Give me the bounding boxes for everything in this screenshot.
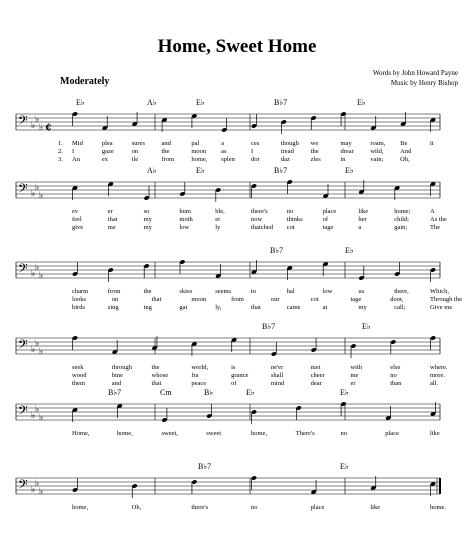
lyric-syllable: feel <box>72 216 82 223</box>
lyric-syllable: zles <box>310 156 321 163</box>
lyric-syllable: now <box>251 216 263 223</box>
lyric-syllable: met <box>310 364 321 371</box>
lyric-syllable: all. <box>430 380 439 387</box>
lyric-syllable: er <box>107 208 113 215</box>
flat-icon: ♭ <box>35 339 40 349</box>
chord-symbol: A♭ <box>147 98 157 107</box>
lyric-syllable: from <box>161 156 175 163</box>
bass-clef-icon: 𝄢 <box>18 113 28 131</box>
chord-symbol: E♭ <box>357 98 366 107</box>
note-icon <box>72 111 78 126</box>
lyric-syllable: er <box>215 216 221 223</box>
note-icon <box>179 182 185 197</box>
lyric-syllable: moon <box>191 148 207 155</box>
lyric-syllable: no <box>286 208 294 215</box>
verse-number: 1. <box>58 140 63 147</box>
lyric-syllable: we <box>310 140 319 147</box>
chord-symbol: E♭ <box>340 388 349 397</box>
flat-icon: ♭ <box>39 487 44 497</box>
bass-clef-icon: 𝄢 <box>18 337 28 355</box>
lyric-syllable: sweet, <box>161 430 178 437</box>
music-credit: Music by Henry Bishop <box>390 79 458 87</box>
lyric-syllable: my <box>143 216 152 223</box>
lyric-syllable: home, <box>191 156 208 163</box>
lyric-syllable: shall <box>270 372 284 379</box>
chord-symbol: E♭ <box>196 98 205 107</box>
lyric-syllable: wild, <box>370 148 384 155</box>
flat-icon: ♭ <box>39 191 44 201</box>
lyric-syllable: gain; <box>394 224 408 231</box>
bass-clef-icon: 𝄢 <box>18 181 28 199</box>
lyric-syllable: that <box>251 304 261 311</box>
lyric-syllable: ne'er <box>270 364 284 371</box>
lyric-syllable: and <box>111 380 122 387</box>
lyric-syllable: may <box>340 140 352 147</box>
note-icon <box>179 259 185 274</box>
lyric-syllable: ile <box>131 156 139 163</box>
lyric-syllable: me <box>107 224 116 231</box>
note-icon <box>221 118 227 133</box>
note-icon <box>251 114 257 129</box>
lyric-syllable: us <box>358 288 365 295</box>
lyric-syllable: A <box>430 208 435 215</box>
lyric-syllable: home. <box>430 504 447 511</box>
lyric-syllable: that <box>151 380 162 387</box>
lyric-syllable: drear <box>340 148 354 155</box>
chord-symbol: B♭7 <box>274 166 288 175</box>
note-icon <box>161 408 167 423</box>
lyric-syllable: tage <box>350 296 362 303</box>
lyric-syllable: so <box>143 208 150 215</box>
lyric-syllable: else <box>390 364 401 371</box>
lyric-syllable: plea <box>101 140 113 147</box>
note-icon <box>251 475 257 490</box>
note-icon <box>281 119 287 134</box>
lyric-syllable: The <box>430 224 441 231</box>
lyric-syllable: child; <box>394 216 409 223</box>
lyric-syllable: them <box>72 380 85 387</box>
note-icon <box>340 401 346 416</box>
lyric-syllable: low <box>322 288 333 295</box>
lyric-syllable: Home, <box>72 430 90 437</box>
lyric-syllable: And <box>400 148 412 155</box>
lyric-syllable: place <box>310 504 325 511</box>
staff-system <box>0 166 474 246</box>
lyric-syllable: Oh, <box>400 156 410 163</box>
chord-symbol: E♭ <box>362 322 371 331</box>
lyric-syllable: place <box>385 430 399 437</box>
lyric-syllable: pal <box>191 140 200 147</box>
chord-symbol: E♭ <box>345 246 354 255</box>
lyric-syllable: ing <box>143 304 152 311</box>
lyric-syllable: looks <box>72 296 87 303</box>
note-icon <box>72 262 78 277</box>
lyric-syllable: gai <box>179 304 188 311</box>
lyric-syllable: that <box>151 296 162 303</box>
chord-symbol: E♭ <box>345 166 354 175</box>
lyric-syllable: from <box>107 288 121 295</box>
lyric-syllable: wood <box>72 372 87 379</box>
note-icon <box>72 478 78 493</box>
lyric-syllable: gaze <box>101 148 114 155</box>
bass-clef-icon: 𝄢 <box>18 261 28 279</box>
lyric-syllable: there's <box>191 504 209 511</box>
lyric-syllable: tread <box>280 148 294 155</box>
chord-symbol: E♭ <box>246 388 255 397</box>
lyric-syllable: Through the <box>430 296 462 303</box>
lyric-syllable: no <box>251 504 258 511</box>
lyric-syllable: charm <box>72 288 89 295</box>
lyric-syllable: Mid <box>72 140 83 147</box>
lyric-syllable: er <box>350 380 356 387</box>
lyric-syllable: vain; <box>370 156 384 163</box>
words-credit: Words by John Howard Payne <box>373 69 458 77</box>
lyric-syllable: Give me <box>430 304 453 311</box>
lyric-syllable: grance <box>231 372 249 379</box>
lyric-syllable: tage <box>322 224 334 231</box>
lyric-syllable: hum <box>179 208 191 215</box>
lyric-syllable: came <box>286 304 301 311</box>
note-icon <box>394 262 400 277</box>
lyric-syllable: give <box>72 224 84 231</box>
note-icon <box>144 186 150 201</box>
lyric-syllable: like <box>358 208 369 215</box>
flat-icon: ♭ <box>31 189 36 199</box>
lyric-syllable: though <box>280 140 299 147</box>
flat-icon: ♭ <box>31 269 36 279</box>
lyric-syllable: like <box>370 504 381 511</box>
lyric-syllable: home, <box>251 430 268 437</box>
note-icon <box>251 409 257 424</box>
lyric-syllable: whose <box>151 372 169 379</box>
note-icon <box>72 335 78 350</box>
flat-icon: ♭ <box>39 347 44 357</box>
lyric-syllable: there, <box>394 288 409 295</box>
credits <box>373 68 458 88</box>
chord-symbol: E♭ <box>76 98 85 107</box>
note-icon <box>350 343 356 358</box>
lyric-syllable: skies <box>179 288 193 295</box>
chord-symbol: B♭7 <box>198 462 212 471</box>
chord-symbol: B♭ <box>204 388 214 397</box>
lyric-syllable: sures <box>131 140 146 147</box>
note-icon <box>358 266 364 281</box>
lyric-syllable: fra <box>191 372 199 379</box>
note-icon <box>271 342 277 357</box>
lyric-syllable: ly, <box>215 304 222 311</box>
lyric-syllable: cot <box>286 224 295 231</box>
lyric-syllable: home; <box>394 208 411 215</box>
flat-icon: ♭ <box>39 271 44 281</box>
lyric-syllable: home, <box>116 430 133 437</box>
chord-symbol: B♭7 <box>108 388 122 397</box>
lyric-syllable: door, <box>390 296 404 303</box>
lyric-syllable: a <box>221 140 225 147</box>
flat-icon: ♭ <box>39 413 44 423</box>
lyric-syllable: moth <box>179 216 193 223</box>
lyric-syllable: of <box>231 380 237 387</box>
verse-number: 2. <box>58 148 63 155</box>
lyric-syllable: a <box>358 224 362 231</box>
lyric-syllable: and <box>161 140 171 147</box>
note-icon <box>108 267 114 282</box>
time-signature-icon: ¢ <box>45 122 52 133</box>
flat-icon: ♭ <box>31 345 36 355</box>
lyric-syllable: seek <box>72 364 84 371</box>
lyric-syllable: There's <box>295 430 315 437</box>
flat-icon: ♭ <box>31 121 36 131</box>
lyric-syllable: moon <box>191 296 207 303</box>
lyric-syllable: the <box>143 288 152 295</box>
lyric-syllable: no <box>340 430 347 437</box>
lyric-syllable: splen <box>221 156 235 163</box>
lyric-syllable: place <box>322 208 337 215</box>
lyric-syllable: I <box>72 148 75 155</box>
lyric-syllable: the <box>161 148 170 155</box>
lyric-syllable: of <box>322 216 329 223</box>
flat-icon: ♭ <box>35 479 40 489</box>
lyric-syllable: on <box>111 296 119 303</box>
lyric-syllable: where. <box>430 364 448 371</box>
note-icon <box>340 111 346 126</box>
lyric-syllable: peace <box>191 380 207 387</box>
lyric-syllable: seems <box>215 288 232 295</box>
lyric-syllable: An <box>72 156 80 163</box>
lyric-syllable: As the <box>430 216 447 223</box>
lyric-syllable: that <box>107 216 118 223</box>
lyric-syllable: birds <box>72 304 85 311</box>
tempo-marking: Moderately <box>60 76 110 87</box>
chord-symbol: B♭7 <box>270 246 284 255</box>
lyric-syllable: cheer <box>310 372 325 379</box>
flat-icon: ♭ <box>39 123 44 133</box>
note-icon <box>430 267 436 282</box>
flat-icon: ♭ <box>35 263 40 273</box>
flat-icon: ♭ <box>35 183 40 193</box>
song-title: Home, Sweet Home <box>157 36 317 57</box>
chord-symbol: B♭7 <box>262 322 276 331</box>
chord-symbol: A♭ <box>147 166 157 175</box>
note-icon <box>390 339 396 354</box>
lyric-syllable: home, <box>72 504 89 511</box>
lyric-syllable: ex <box>101 156 108 163</box>
lyric-syllable: mind <box>270 380 285 387</box>
lyric-syllable: my <box>143 224 152 231</box>
lyric-syllable: Be <box>400 140 408 147</box>
note-icon <box>215 187 221 202</box>
lyric-syllable: from <box>231 296 244 303</box>
lyric-syllable: than <box>390 380 402 387</box>
lyric-syllable: ev <box>72 208 79 215</box>
lyric-syllable: daz <box>280 156 290 163</box>
lyric-syllable: I <box>251 148 254 155</box>
note-icon <box>144 263 150 278</box>
lyric-syllable: Which, <box>430 288 449 295</box>
lyric-syllable: Oh, <box>131 504 142 511</box>
lyric-syllable: with <box>350 364 362 371</box>
chord-symbol: B♭7 <box>274 98 288 107</box>
lyric-syllable: thinks <box>286 216 303 223</box>
lyric-syllable: ces <box>251 140 260 147</box>
staff-system <box>0 462 474 542</box>
lyric-syllable: dor <box>251 156 260 163</box>
bass-clef-icon: 𝄢 <box>18 477 28 495</box>
lyric-syllable: at <box>322 304 328 311</box>
lyric-syllable: ble, <box>215 208 225 215</box>
lyric-syllable: it <box>430 140 434 147</box>
flat-icon: ♭ <box>35 405 40 415</box>
lyric-syllable: in <box>340 156 346 163</box>
note-icon <box>251 183 257 198</box>
lyric-syllable: thatched <box>251 224 274 231</box>
lyric-syllable: through <box>111 364 132 371</box>
lyric-syllable: on <box>131 148 139 155</box>
verse-number: 3. <box>58 156 63 163</box>
lyric-syllable: no <box>390 372 397 379</box>
chord-symbol: E♭ <box>340 462 349 471</box>
lyric-syllable: me <box>350 372 359 379</box>
lyric-syllable: bine <box>111 372 123 379</box>
note-icon <box>191 479 197 494</box>
staff-system <box>0 246 474 326</box>
staff-system <box>0 388 474 468</box>
lyric-syllable: sweet <box>206 430 222 437</box>
flat-icon: ♭ <box>31 411 36 421</box>
chord-symbol: E♭ <box>196 166 205 175</box>
note-icon <box>311 115 317 130</box>
lyric-syllable: like <box>430 430 440 437</box>
lyric-syllable: the <box>310 148 319 155</box>
lyric-syllable: more. <box>430 372 445 379</box>
note-icon <box>132 483 138 498</box>
note-icon <box>311 338 317 353</box>
lyric-syllable: there's <box>251 208 268 215</box>
flat-icon: ♭ <box>31 485 36 495</box>
bass-clef-icon: 𝄢 <box>18 403 28 421</box>
staff-system <box>0 88 474 168</box>
note-icon <box>430 335 436 350</box>
lyric-syllable: cot <box>310 296 319 303</box>
lyric-syllable: is <box>231 364 236 371</box>
lyric-syllable: dear <box>310 380 322 387</box>
note-icon <box>296 405 302 420</box>
lyric-syllable: hal <box>286 288 295 295</box>
lyric-syllable: to <box>251 288 257 295</box>
flat-icon: ♭ <box>35 115 40 125</box>
chord-symbol: Cm <box>160 388 172 397</box>
lyric-syllable: sing <box>107 304 119 311</box>
lyric-syllable: as <box>221 148 227 155</box>
lyric-syllable: world, <box>191 364 209 371</box>
lyric-syllable: call; <box>394 304 406 311</box>
lyric-syllable: our <box>270 296 280 303</box>
lyric-syllable: roam, <box>370 140 386 147</box>
lyric-syllable: the <box>151 364 160 371</box>
note-icon <box>287 179 293 194</box>
note-icon <box>206 404 212 419</box>
lyric-syllable: her <box>358 216 367 223</box>
lyric-syllable: low <box>179 224 190 231</box>
lyric-syllable: my <box>358 304 367 311</box>
lyric-syllable: ly <box>215 224 221 231</box>
